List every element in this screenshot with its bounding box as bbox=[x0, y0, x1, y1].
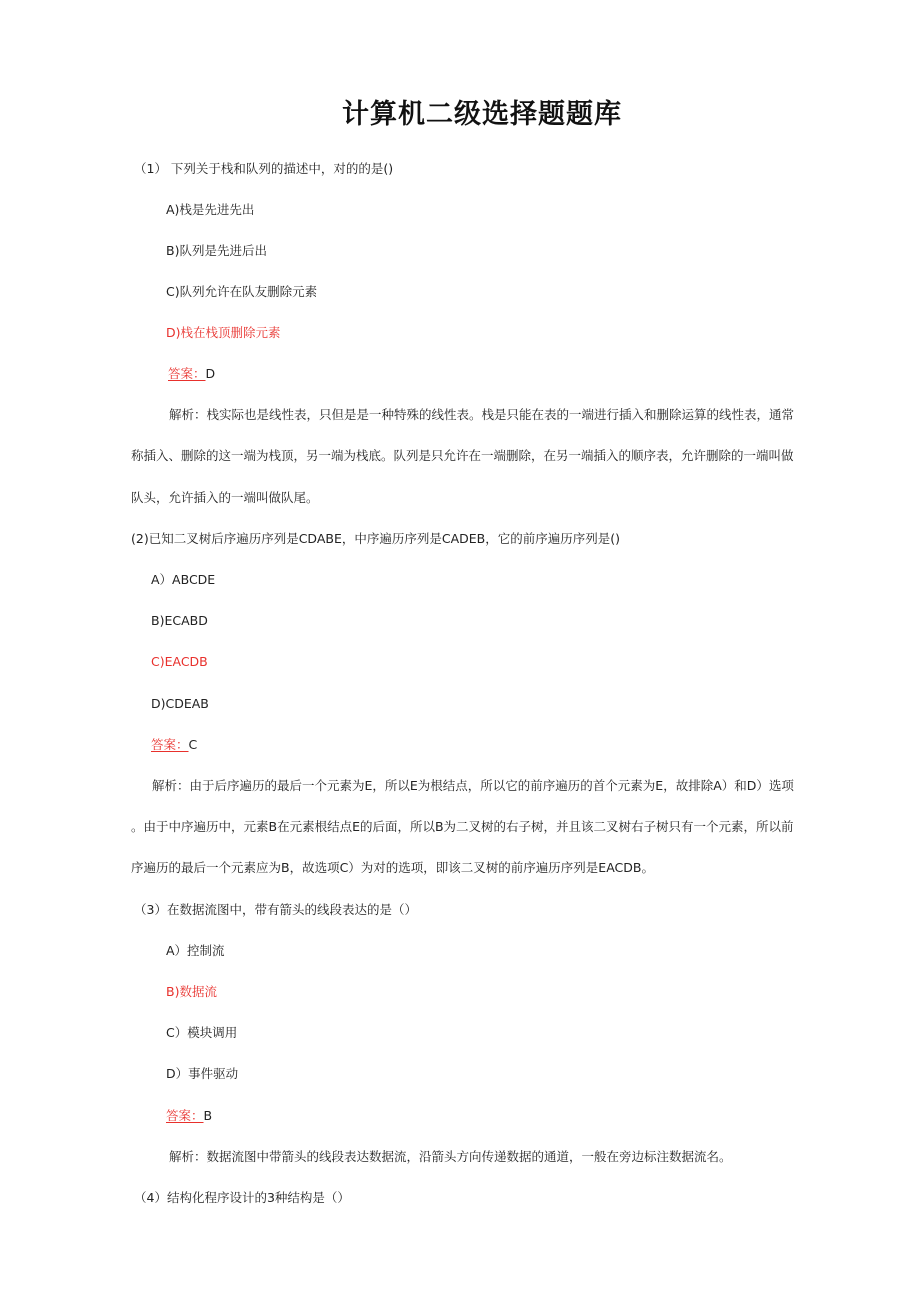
question-3-option-d: D）事件驱动 bbox=[166, 1066, 239, 1081]
question-1-analysis-line: 队头，允许插入的一端叫做队尾。 bbox=[131, 490, 319, 505]
question-3-answer bbox=[166, 1108, 212, 1124]
question-4-stem: （4）结构化程序设计的3种结构是（） bbox=[134, 1190, 350, 1205]
question-3-stem: （3）在数据流图中，带有箭头的线段表达的是（） bbox=[134, 902, 417, 917]
question-2-answer bbox=[151, 737, 197, 753]
answer-value: B bbox=[203, 1108, 213, 1123]
question-2-option-c: C)EACDB bbox=[151, 654, 208, 669]
question-1-analysis-line: 称插入、删除的这一端为栈顶，另一端为栈底。队列是只允许在一端删除，在另一端插入的顺序表，允许删除的一端叫做 bbox=[131, 448, 794, 463]
question-2-analysis-line: 序遍历的最后一个元素应为B，故选项C）为对的选项，即该二叉树的前序遍历序列是EACDB。 bbox=[131, 860, 654, 875]
question-1-option-a: A)栈是先进先出 bbox=[166, 202, 255, 217]
question-3-option-a: A）控制流 bbox=[166, 943, 225, 958]
answer-label: 答案： bbox=[151, 737, 189, 752]
question-1-option-c: C)队列允许在队友删除元素 bbox=[166, 284, 318, 299]
question-1-stem: （1） 下列关于栈和队列的描述中，对的的是() bbox=[134, 161, 394, 176]
question-2-analysis-line: 。由于中序遍历中，元素B在元素根结点E的后面，所以B为二叉树的右子树，并且该二叉树右子树只有一个元素，所以前 bbox=[131, 819, 794, 834]
question-1-option-d: D)栈在栈顶删除元素 bbox=[166, 325, 281, 340]
question-3-analysis-line: 解析：数据流图中带箭头的线段表达数据流，沿箭头方向传递数据的通道，一般在旁边标注数据流名。 bbox=[169, 1149, 732, 1164]
question-2-analysis-line: 解析：由于后序遍历的最后一个元素为E，所以E为根结点，所以它的前序遍历的首个元素为E，故排除A）和D）选项 bbox=[152, 778, 794, 793]
question-3-option-b: B)数据流 bbox=[166, 984, 217, 999]
question-2-option-a: A）ABCDE bbox=[151, 572, 216, 587]
question-3-option-c: C）模块调用 bbox=[166, 1025, 238, 1040]
question-2-option-d: D)CDEAB bbox=[151, 696, 209, 711]
question-2-stem: (2)已知二叉树后序遍历序列是CDABE，中序遍历序列是CADEB，它的前序遍历序列是() bbox=[131, 531, 620, 546]
question-1-option-b: B)队列是先进后出 bbox=[166, 243, 267, 258]
question-2-option-b: B)ECABD bbox=[151, 613, 208, 628]
answer-value: C bbox=[188, 737, 198, 752]
question-1-answer bbox=[168, 366, 215, 382]
answer-label: 答案： bbox=[166, 1108, 204, 1123]
question-1-analysis-line: 解析：栈实际也是线性表，只但是是一种特殊的线性表。栈是只能在表的一端进行插入和删除运算的线性表，通常 bbox=[169, 407, 795, 422]
answer-value: D bbox=[205, 366, 216, 381]
answer-label: 答案： bbox=[168, 366, 206, 381]
document-title: 计算机二级选择题题库 bbox=[342, 99, 622, 130]
